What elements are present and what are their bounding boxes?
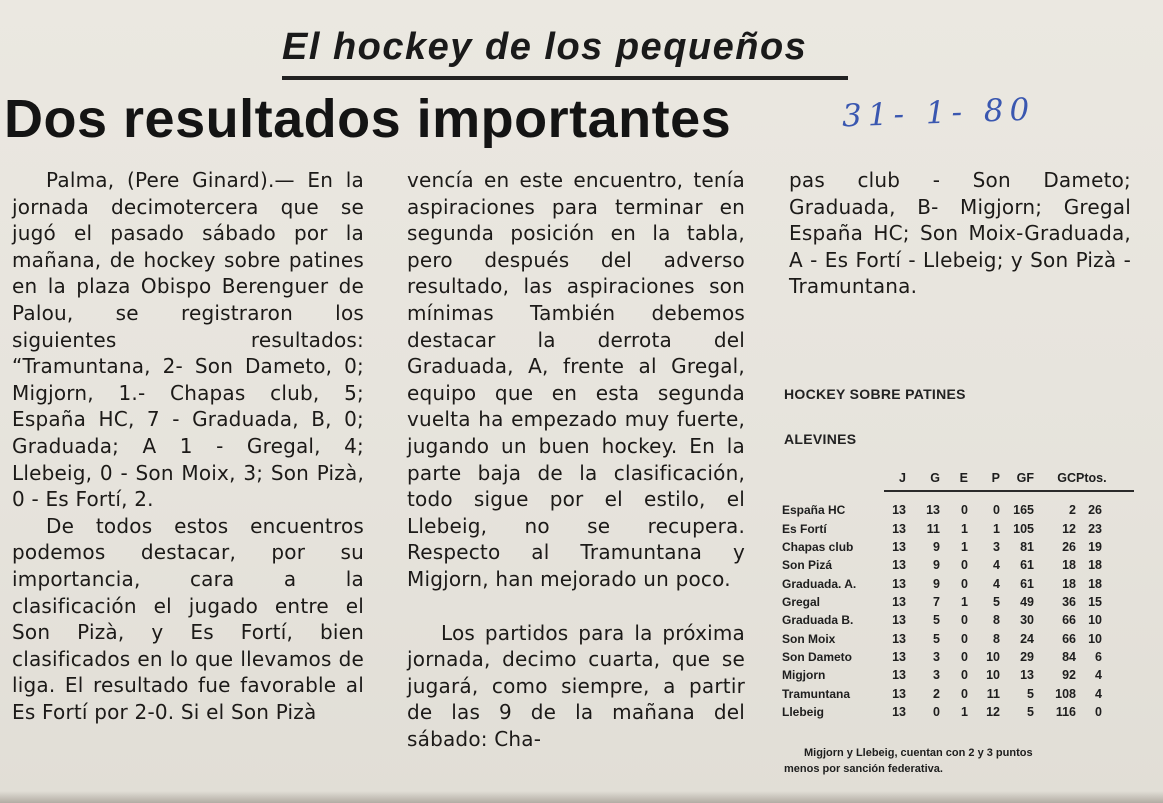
paragraph-gap bbox=[407, 593, 745, 620]
stat-cell: 29 bbox=[1020, 649, 1034, 664]
stat-cell: 8 bbox=[993, 613, 1000, 628]
stat-cell: 3 bbox=[933, 668, 940, 683]
table-row bbox=[782, 611, 1134, 629]
table-row bbox=[782, 593, 1134, 611]
stat-cell: 0 bbox=[961, 686, 968, 701]
stat-cell: 18 bbox=[1088, 558, 1102, 573]
stat-cell: 7 bbox=[933, 594, 940, 609]
team-name: Migjorn bbox=[782, 668, 826, 683]
stat-cell: 13 bbox=[892, 594, 906, 609]
header-cell: GF bbox=[1016, 471, 1034, 485]
stat-cell: 13 bbox=[892, 558, 906, 573]
stat-cell: 19 bbox=[1088, 539, 1102, 554]
table-row bbox=[782, 684, 1134, 702]
team-name: Graduada B. bbox=[782, 613, 854, 628]
stat-cell: 12 bbox=[1062, 521, 1076, 536]
stat-cell: 12 bbox=[986, 704, 1000, 719]
stat-cell: 0 bbox=[961, 503, 968, 518]
stat-cell: 13 bbox=[1020, 668, 1034, 683]
header-cell: Ptos. bbox=[1076, 471, 1107, 485]
stat-cell: 0 bbox=[961, 631, 968, 646]
stat-cell: 49 bbox=[1020, 594, 1034, 609]
team-name: Son Dameto bbox=[782, 649, 853, 664]
stat-cell: 26 bbox=[1062, 539, 1076, 554]
stat-cell: 81 bbox=[1020, 539, 1034, 554]
article-column-2 bbox=[407, 167, 745, 752]
stat-cell: 108 bbox=[1055, 686, 1076, 701]
stat-cell: 2 bbox=[933, 686, 940, 701]
team-name: Son Moix bbox=[782, 631, 836, 646]
stat-cell: 13 bbox=[892, 704, 906, 719]
stat-cell: 0 bbox=[961, 613, 968, 628]
table-row bbox=[782, 519, 1134, 537]
footnote-line: Migjorn y Llebeig, cuentan con 2 y 3 puntos bbox=[804, 747, 1033, 759]
stat-cell: 61 bbox=[1020, 576, 1034, 591]
paragraph: Los partidos para la próxima jornada, decimo cuarta, que se jugará, como siempre, a partir de las 9 de la mañana del sábado: Cha- bbox=[407, 620, 745, 751]
stat-cell: 10 bbox=[1088, 631, 1102, 646]
stat-cell: 13 bbox=[892, 539, 906, 554]
table-subtitle: ALEVINES bbox=[784, 431, 857, 447]
team-name: Graduada. A. bbox=[782, 576, 857, 591]
stat-cell: 0 bbox=[961, 576, 968, 591]
paper-edge-shadow bbox=[0, 791, 1163, 803]
paragraph: pas club - Son Dameto; Graduada, B- Migjorn; Gregal España HC; Son Moix-Graduada, A - Es Fortí - Llebeig; y Son Pizà - Tramuntana. bbox=[789, 168, 1131, 299]
table-body bbox=[782, 501, 1134, 721]
header-cell: E bbox=[959, 471, 968, 485]
stat-cell: 9 bbox=[933, 539, 940, 554]
stat-cell: 10 bbox=[986, 649, 1000, 664]
table-row bbox=[782, 648, 1134, 666]
header-cell: G bbox=[930, 471, 940, 485]
table-header-rule bbox=[884, 490, 1134, 492]
stat-cell: 5 bbox=[1027, 704, 1034, 719]
stat-cell: 18 bbox=[1088, 576, 1102, 591]
stat-cell: 13 bbox=[892, 521, 906, 536]
table-row bbox=[782, 501, 1134, 519]
stat-cell: 4 bbox=[1095, 668, 1102, 683]
stat-cell: 11 bbox=[926, 521, 940, 536]
table-footnote bbox=[784, 745, 1134, 777]
stat-cell: 11 bbox=[986, 686, 1000, 701]
stat-cell: 13 bbox=[892, 668, 906, 683]
stat-cell: 36 bbox=[1062, 594, 1076, 609]
header-cell: J bbox=[899, 471, 906, 485]
stat-cell: 23 bbox=[1088, 521, 1102, 536]
table-row bbox=[782, 629, 1134, 647]
stat-cell: 61 bbox=[1020, 558, 1034, 573]
team-name: Llebeig bbox=[782, 704, 825, 719]
stat-cell: 84 bbox=[1062, 649, 1076, 664]
stat-cell: 165 bbox=[1013, 503, 1034, 518]
table-row bbox=[782, 703, 1134, 721]
stat-cell: 30 bbox=[1020, 613, 1034, 628]
stat-cell: 0 bbox=[961, 558, 968, 573]
stat-cell: 4 bbox=[993, 576, 1000, 591]
stat-cell: 92 bbox=[1062, 668, 1076, 683]
stat-cell: 13 bbox=[892, 631, 906, 646]
table-row bbox=[782, 666, 1134, 684]
stat-cell: 0 bbox=[1095, 704, 1102, 719]
table-title: HOCKEY SOBRE PATINES bbox=[784, 386, 966, 402]
team-name: Son Pizá bbox=[782, 558, 833, 573]
stat-cell: 18 bbox=[1062, 558, 1076, 573]
team-name: España HC bbox=[782, 503, 846, 518]
stat-cell: 18 bbox=[1062, 576, 1076, 591]
stat-cell: 2 bbox=[1069, 503, 1076, 518]
stat-cell: 66 bbox=[1062, 631, 1076, 646]
stat-cell: 9 bbox=[933, 558, 940, 573]
stat-cell: 1 bbox=[961, 704, 968, 719]
stat-cell: 1 bbox=[961, 594, 968, 609]
stat-cell: 3 bbox=[933, 649, 940, 664]
paragraph: De todos estos encuentros podemos destacar, por su importancia, cara a la clasificación el jugado entre el Son Pizà, y Es Fortí, bien clasificados en lo que llevamos de liga. El resultado fue favorable al Es Fortí por 2-0. Si el Son Pizà bbox=[12, 513, 364, 724]
paragraph: vencía en este encuentro, tenía aspiraciones para terminar en segunda posición en la tabla, pero después del adverso resultado, las aspiraciones son mínimas También debemos destacar la derrota del Graduada, A, frente al Gregal, equipo que en esta segunda vuelta ha empezado muy fuerte, jugando un buen hockey. En la parte baja de la clasificación, todo sigue por el estilo, el Llebeig, no se recupera. Respecto al Tramuntana y Migjorn, han mejorado un poco. bbox=[407, 168, 745, 591]
handwritten-date: 31- 1- 80 bbox=[841, 91, 1036, 135]
stat-cell: 5 bbox=[993, 594, 1000, 609]
stat-cell: 13 bbox=[892, 649, 906, 664]
stat-cell: 116 bbox=[1055, 704, 1076, 719]
stat-cell: 0 bbox=[961, 668, 968, 683]
stat-cell: 24 bbox=[1020, 631, 1034, 646]
table-row bbox=[782, 538, 1134, 556]
stat-cell: 105 bbox=[1013, 521, 1034, 536]
stat-cell: 10 bbox=[1088, 613, 1102, 628]
stat-cell: 4 bbox=[993, 558, 1000, 573]
headline: Dos resultados importantes bbox=[4, 89, 732, 149]
stat-cell: 0 bbox=[993, 503, 1000, 518]
stat-cell: 13 bbox=[892, 503, 906, 518]
stat-cell: 5 bbox=[1027, 686, 1034, 701]
stat-cell: 1 bbox=[961, 521, 968, 536]
stat-cell: 5 bbox=[933, 613, 940, 628]
stat-cell: 9 bbox=[933, 576, 940, 591]
standings-table bbox=[782, 466, 1134, 721]
stat-cell: 26 bbox=[1088, 503, 1102, 518]
paragraph: Palma, (Pere Ginard).— En la jornada decimotercera que se jugó el pasado sábado por la mañana, de hockey sobre patines en la plaza Obispo Berenguer de Palou, se registraron los siguientes resultados: “Tramuntana, 2- Son Dameto, 0; Migjorn, 1.- Chapas club, 5; España HC, 7 - Graduada, B, 0; Graduada; A 1 - Gregal, 4; Llebeig, 0 - Son Moix, 3; Son Pizà, 0 - Es Fortí, 2. bbox=[12, 168, 364, 512]
stat-cell: 3 bbox=[993, 539, 1000, 554]
stat-cell: 66 bbox=[1062, 613, 1076, 628]
team-name: Chapas club bbox=[782, 539, 854, 554]
stat-cell: 13 bbox=[892, 686, 906, 701]
stat-cell: 4 bbox=[1095, 686, 1102, 701]
footnote-line: menos por sanción federativa. bbox=[784, 763, 943, 775]
stat-cell: 13 bbox=[926, 503, 940, 518]
article-column-3 bbox=[789, 167, 1131, 300]
stat-cell: 10 bbox=[986, 668, 1000, 683]
table-row bbox=[782, 574, 1134, 592]
section-kicker: El hockey de los pequeños bbox=[282, 26, 808, 68]
stat-cell: 13 bbox=[892, 613, 906, 628]
team-name: Tramuntana bbox=[782, 686, 851, 701]
stat-cell: 1 bbox=[961, 539, 968, 554]
team-name: Es Fortí bbox=[782, 521, 827, 536]
header-cell: GC bbox=[1057, 471, 1076, 485]
kicker-underline bbox=[282, 76, 848, 80]
stat-cell: 0 bbox=[961, 649, 968, 664]
stat-cell: 1 bbox=[993, 521, 1000, 536]
stat-cell: 13 bbox=[892, 576, 906, 591]
table-header-row bbox=[782, 466, 1134, 490]
header-cell: P bbox=[991, 471, 1000, 485]
table-row bbox=[782, 556, 1134, 574]
stat-cell: 8 bbox=[993, 631, 1000, 646]
stat-cell: 6 bbox=[1095, 649, 1102, 664]
stat-cell: 15 bbox=[1088, 594, 1102, 609]
article-column-1 bbox=[12, 167, 364, 725]
stat-cell: 5 bbox=[933, 631, 940, 646]
stat-cell: 0 bbox=[933, 704, 940, 719]
team-name: Gregal bbox=[782, 594, 821, 609]
